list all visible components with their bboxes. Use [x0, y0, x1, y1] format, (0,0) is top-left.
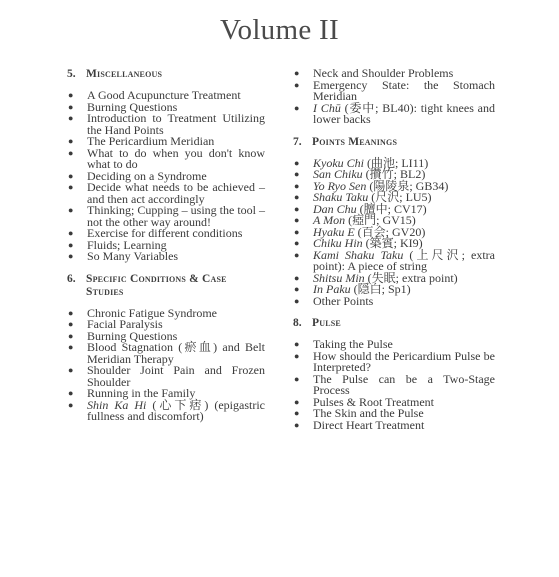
bullet-icon: ● — [68, 170, 74, 181]
item-label: Burning Questions — [87, 328, 178, 343]
item-italic-term: Kyoku Chi — [313, 155, 364, 170]
item-label: Running in the Family — [87, 386, 196, 400]
bullet-icon: ● — [294, 284, 300, 294]
bullet-icon: ● — [294, 68, 300, 78]
item-italic-term: San Chiku — [313, 167, 363, 181]
bullet-icon: ● — [68, 307, 74, 318]
item-label: How should the Pericardium Pulse be Interpreted? — [313, 348, 495, 374]
item-text — [87, 342, 265, 365]
item-italic-term: A Mon — [313, 213, 346, 227]
bullet-icon: ● — [294, 272, 300, 283]
item-label: The Skin and the Pulse — [313, 406, 424, 420]
list-item — [293, 100, 496, 126]
list-item — [293, 247, 495, 273]
item-label: What to do when you don't know what to do — [87, 145, 265, 171]
list-item — [67, 182, 265, 205]
item-italic-term: In Paku — [313, 282, 351, 296]
section-continued — [293, 68, 495, 126]
item-label: (尺沢; LU5) — [368, 190, 432, 204]
item-label: A Good Acupuncture Treatment — [87, 88, 241, 102]
bullet-icon: ● — [294, 339, 300, 349]
item-label: (築賓; KI9) — [362, 236, 423, 250]
bullet-icon: ● — [68, 147, 74, 158]
bullet-icon: ● — [294, 238, 300, 248]
section-items — [67, 305, 265, 423]
section-specific-conditions — [67, 273, 265, 423]
bullet-icon: ● — [294, 226, 300, 237]
bullet-icon: ● — [68, 239, 74, 250]
bullet-icon: ● — [68, 330, 74, 341]
item-label: Decide what needs to be achieved – and then act accordingly — [87, 180, 265, 206]
bullet-icon: ● — [294, 396, 300, 407]
section-number: 6. — [67, 272, 76, 285]
bullet-icon: ● — [68, 251, 74, 261]
bullet-icon: ● — [294, 408, 300, 418]
section-items — [293, 68, 495, 126]
bullet-icon: ● — [68, 319, 74, 329]
section-pulse — [293, 317, 495, 431]
list-item — [67, 251, 265, 263]
item-italic-term: Shin Ka Hi — [87, 397, 147, 412]
item-text — [313, 348, 495, 374]
item-label: (心下痞) (epigastric fullness and discomfort) — [87, 397, 265, 423]
item-text — [313, 293, 495, 308]
item-label: Neck and Shoulder Problems — [313, 66, 454, 80]
item-text — [87, 365, 265, 388]
item-label: Deciding on a Syndrome — [87, 168, 207, 183]
bullet-icon: ● — [294, 203, 300, 214]
list-item — [67, 397, 265, 423]
item-label: Thinking; Cupping – using the tool – not the other way around! — [87, 203, 266, 229]
list-item — [67, 205, 265, 228]
item-text — [87, 113, 265, 136]
section-items — [293, 155, 495, 308]
item-label: Shoulder Joint Pain and Frozen Shoulder — [87, 363, 265, 389]
item-label: Burning Questions — [87, 99, 178, 114]
section-title: Miscellaneous — [86, 68, 163, 80]
item-label: The Pericardium Meridian — [87, 134, 215, 148]
section-items — [293, 339, 495, 431]
bullet-icon: ● — [68, 228, 74, 238]
item-italic-term: Dan Chu — [313, 201, 357, 216]
item-label: (膻中; CV17) — [356, 201, 427, 216]
bullet-icon: ● — [68, 136, 74, 146]
bullet-icon: ● — [68, 101, 74, 112]
bullet-icon: ● — [68, 113, 74, 123]
item-text — [313, 371, 495, 397]
section-number: 7. — [293, 135, 302, 148]
list-item — [67, 145, 265, 171]
item-text — [87, 145, 265, 171]
bullet-icon: ● — [68, 388, 74, 398]
item-italic-term: Chiku Hin — [313, 236, 363, 250]
item-label: (隠白; Sp1) — [350, 282, 411, 296]
item-label: Pulses & Root Treatment — [313, 394, 435, 409]
item-label: (失眠; extra point) — [364, 270, 458, 285]
bullet-icon: ● — [294, 157, 300, 168]
list-item — [293, 77, 495, 103]
item-label: Emergency State: the Stomach Meridian — [313, 77, 495, 103]
item-italic-term: Shitsu Min — [313, 270, 365, 285]
section-points-meanings — [293, 136, 495, 308]
bullet-icon: ● — [294, 373, 300, 384]
bullet-icon: ● — [68, 205, 74, 215]
item-label: Chronic Fatigue Syndrome — [87, 305, 217, 320]
item-italic-term: Hyaku E — [313, 224, 355, 239]
bullet-icon: ● — [294, 419, 300, 430]
item-label: The Pulse can be a Two-Stage Process — [313, 371, 495, 397]
item-label: Other Points — [313, 293, 374, 308]
right-column — [293, 68, 495, 441]
item-text — [313, 77, 495, 103]
section-title: Points Meanings — [312, 135, 398, 148]
item-text — [313, 417, 495, 432]
bullet-icon: ● — [68, 365, 74, 375]
item-text — [87, 182, 265, 205]
item-text — [313, 247, 495, 273]
item-label: Fluids; Learning — [87, 237, 167, 252]
item-italic-term: Yo Ryo Sen — [313, 178, 367, 193]
item-label: Introduction to Treatment Utilizing the Hand Points — [87, 111, 265, 137]
item-label: Direct Heart Treatment — [313, 417, 425, 432]
bullet-icon: ● — [294, 295, 300, 306]
item-label: (委中; BL40): tight knees and lower backs — [313, 100, 496, 126]
item-label: (攢竹; BL2) — [362, 167, 426, 181]
item-text — [87, 251, 265, 263]
bullet-icon: ● — [294, 249, 300, 260]
left-column — [67, 68, 265, 433]
item-label: (百会; GV20) — [354, 224, 426, 239]
section-number: 5. — [67, 68, 76, 80]
item-italic-term: I Chū — [313, 100, 341, 115]
list-item — [293, 371, 495, 397]
item-italic-term: Shaku Taku — [313, 190, 369, 204]
bullet-icon: ● — [68, 90, 74, 100]
bullet-icon: ● — [68, 182, 74, 192]
item-label: Taking the Pulse — [313, 337, 393, 351]
bullet-icon: ● — [294, 79, 300, 90]
bullet-icon: ● — [294, 215, 300, 225]
item-label: (陽陵泉; GB34) — [366, 178, 449, 193]
bullet-icon: ● — [68, 342, 74, 352]
section-title: Pulse — [312, 317, 341, 329]
item-label: So Many Variables — [87, 249, 179, 263]
page-title: Volume II — [220, 14, 339, 46]
list-item — [293, 348, 495, 374]
item-label: Blood Stagnation (瘀血) and Belt Meridian Therapy — [87, 340, 265, 366]
item-text — [87, 397, 265, 423]
item-italic-term: Kami Shaku Taku — [313, 247, 404, 262]
bullet-icon: ● — [294, 169, 300, 179]
bullet-icon: ● — [68, 399, 74, 410]
bullet-icon: ● — [294, 180, 300, 191]
bullet-icon: ● — [294, 350, 300, 361]
item-label: (曲池; LI11) — [364, 155, 429, 170]
section-title: Specific Conditions & Case Studies — [86, 272, 227, 298]
list-item — [67, 342, 265, 365]
item-label: (瘂門; GV15) — [345, 213, 416, 227]
item-label: Exercise for different conditions — [87, 226, 243, 240]
section-number: 8. — [293, 317, 302, 329]
list-item — [293, 293, 495, 308]
list-item — [293, 417, 495, 432]
item-label: Facial Paralysis — [87, 317, 163, 331]
list-item — [67, 113, 265, 136]
bullet-icon: ● — [294, 192, 300, 202]
section-miscellaneous — [67, 68, 265, 263]
item-text — [87, 205, 265, 228]
bullet-icon: ● — [294, 102, 300, 113]
item-label: (上尺沢; extra point): A piece of string — [313, 247, 495, 273]
section-items — [67, 90, 265, 263]
list-item — [67, 365, 265, 388]
item-text — [313, 100, 496, 126]
